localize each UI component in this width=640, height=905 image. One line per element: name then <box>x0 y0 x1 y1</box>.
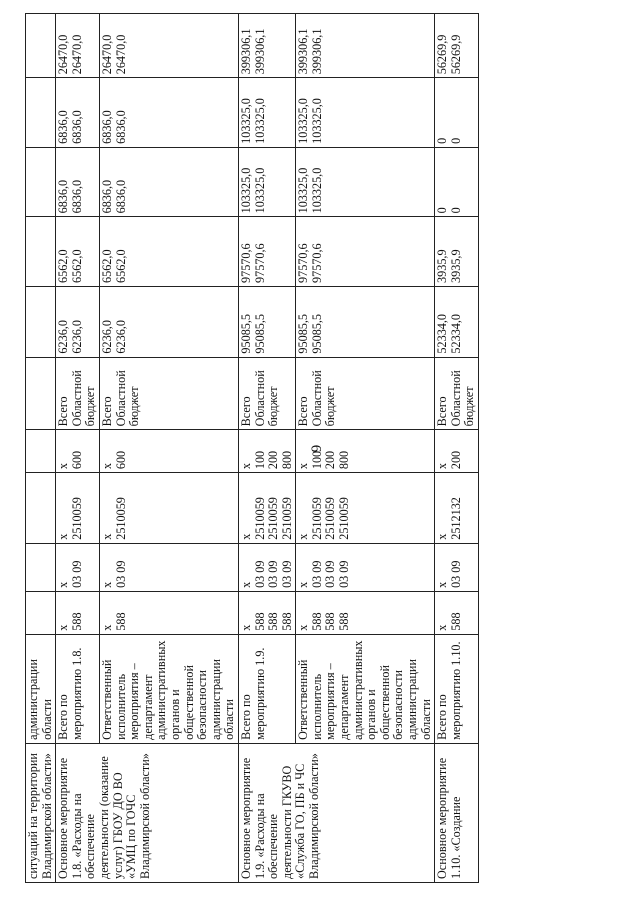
grbs-cell <box>296 591 435 634</box>
rz-cell-line: 03 09 <box>113 560 128 588</box>
csr-cell-line: 2510059 <box>252 497 267 540</box>
total-cell-line: 399306,1 <box>238 28 253 75</box>
year1-cell-line: 6236,0 <box>113 320 128 354</box>
source-cell-line: Всего <box>238 396 253 427</box>
csr-cell-line: 2510059 <box>337 497 352 540</box>
year1-cell <box>56 286 100 357</box>
csr-cell <box>435 473 479 544</box>
source-cell <box>296 357 435 430</box>
grbs-cell <box>99 591 238 634</box>
total-cell-line: 26470,0 <box>113 34 128 75</box>
rz-cell-line: 03 09 <box>279 560 294 588</box>
vr-cell-line: х <box>435 463 450 470</box>
year4-cell-line: 6836,0 <box>69 110 84 144</box>
measure-cell-line: Основное мероприятие 1.8. «Расходы на обеспечение деятельности (оказание услуг) ГБОУ ДО ВО «УМЦ по ГОЧС Владимирской области» <box>56 753 152 879</box>
year1-cell-line: 95085,5 <box>296 313 311 354</box>
csr-cell-line: 2510059 <box>69 497 84 540</box>
rz-cell <box>296 543 435 591</box>
year4-cell <box>99 78 238 148</box>
source-cell-line: Областной бюджет <box>448 370 477 427</box>
year3-cell-line: 6836,0 <box>56 179 71 214</box>
source-cell-line: Всего <box>296 396 311 427</box>
grbs-cell-line: 588 <box>266 612 281 631</box>
year1-cell-line: 52334,0 <box>435 313 450 354</box>
rz-cell <box>435 543 479 591</box>
vr-cell-line: 200 <box>448 450 463 470</box>
table-cell: ситуаций на территории Владимирской области» <box>26 743 56 882</box>
year2-cell <box>56 217 100 287</box>
vr-cell-line: 800 <box>337 450 352 470</box>
csr-cell-line: 2510059 <box>266 497 281 540</box>
year2-cell <box>296 217 435 287</box>
budget-table <box>25 13 479 883</box>
rz-cell-line: х <box>99 581 114 588</box>
source-cell-line: Областной бюджет <box>69 370 98 427</box>
year4-cell-line: 103325,0 <box>309 98 324 144</box>
total-cell <box>99 14 238 78</box>
measure-cell <box>238 743 434 882</box>
year3-cell <box>56 147 100 217</box>
source-cell-line: Всего <box>99 396 114 427</box>
year4-cell-line: 6836,0 <box>56 110 71 144</box>
grbs-cell-line: 588 <box>69 612 84 631</box>
grbs-cell-line: х <box>56 624 71 631</box>
vr-cell-line: 800 <box>279 450 294 470</box>
csr-cell <box>99 473 238 544</box>
year4-cell-line: 0 <box>448 137 463 144</box>
total-cell-line: 56269,9 <box>435 34 450 75</box>
vr-cell-line: х <box>56 463 71 470</box>
grbs-cell-line: х <box>435 624 450 631</box>
grbs-cell-line: 588 <box>323 612 338 631</box>
table-row <box>56 14 100 883</box>
source-cell <box>56 357 100 430</box>
grbs-cell <box>56 591 100 634</box>
total-cell <box>435 14 479 78</box>
rz-cell <box>56 543 100 591</box>
total-cell-line: 26470,0 <box>56 34 71 75</box>
year1-cell <box>238 286 295 357</box>
table-row <box>435 14 479 883</box>
year2-cell-line: 3935,9 <box>435 249 450 283</box>
year2-cell-line: 97570,6 <box>309 243 324 283</box>
executor-cell-line: Ответственный исполнитель мероприятия – департамент административных органов и общественной безопасности администрации области <box>99 640 237 740</box>
source-cell-line: Областной бюджет <box>113 370 142 427</box>
year3-cell-line: 6836,0 <box>113 179 128 214</box>
executor-cell <box>238 634 295 743</box>
vr-cell <box>56 430 100 473</box>
source-cell <box>435 357 479 430</box>
grbs-cell <box>238 591 295 634</box>
year2-cell-line: 97570,6 <box>296 243 311 283</box>
grbs-cell-line: 588 <box>113 612 128 631</box>
source-cell <box>99 357 238 430</box>
year4-cell-line: 103325,0 <box>238 98 253 144</box>
executor-cell <box>56 634 100 743</box>
measure-cell <box>435 743 479 882</box>
csr-cell-line: 2510059 <box>309 497 324 540</box>
year1-cell-line: 6236,0 <box>69 320 84 354</box>
grbs-cell-line: 588 <box>309 612 324 631</box>
rz-cell-line: х <box>56 581 71 588</box>
year1-cell-line: 95085,5 <box>238 313 253 354</box>
grbs-cell-line: 588 <box>252 612 267 631</box>
year2-cell-line: 6562,0 <box>99 249 114 283</box>
csr-cell <box>296 473 435 544</box>
year4-cell <box>296 78 435 148</box>
year4-cell-line: 0 <box>435 137 450 144</box>
executor-cell-line: Всего по мероприятию 1.8. <box>56 647 84 740</box>
year1-cell <box>99 286 238 357</box>
year3-cell-line: 103325,0 <box>296 167 311 214</box>
vr-cell <box>238 430 295 473</box>
year3-cell <box>435 147 479 217</box>
source-cell-line: Всего <box>56 396 71 427</box>
vr-cell <box>99 430 238 473</box>
measure-cell <box>56 743 239 882</box>
source-cell-line: Всего <box>435 396 450 427</box>
year3-cell-line: 6836,0 <box>69 179 84 214</box>
vr-cell-line: 200 <box>266 450 281 470</box>
year2-cell-line: 3935,9 <box>448 249 463 283</box>
total-cell-line: 399306,1 <box>296 28 311 75</box>
year4-cell-line: 6836,0 <box>113 110 128 144</box>
page-number: 6 <box>307 444 324 453</box>
year2-cell <box>99 217 238 287</box>
year2-cell <box>238 217 295 287</box>
csr-cell-line: х <box>238 533 253 540</box>
csr-cell-line: 2510059 <box>323 497 338 540</box>
total-cell-line: 399306,1 <box>309 28 324 75</box>
year1-cell-line: 52334,0 <box>448 313 463 354</box>
grbs-cell-line: 588 <box>448 612 463 631</box>
year3-cell-line: 6836,0 <box>99 179 114 214</box>
grbs-cell-line: 588 <box>337 612 352 631</box>
year3-cell-line: 0 <box>435 207 450 214</box>
vr-cell-line: х <box>238 463 253 470</box>
rz-cell-line: 03 09 <box>309 560 324 588</box>
year3-cell <box>296 147 435 217</box>
year3-cell-line: 103325,0 <box>238 167 253 214</box>
grbs-cell-line: х <box>296 624 311 631</box>
year2-cell-line: 6562,0 <box>113 249 128 283</box>
source-cell-line: Областной бюджет <box>252 370 281 427</box>
csr-cell-line: х <box>56 533 71 540</box>
year2-cell-line: 6562,0 <box>69 249 84 283</box>
rz-cell-line: х <box>435 581 450 588</box>
vr-cell-line: х <box>99 463 114 470</box>
year1-cell <box>435 286 479 357</box>
vr-cell-line: 100 <box>252 450 267 470</box>
year4-cell <box>435 78 479 148</box>
csr-cell-line: 2510059 <box>279 497 294 540</box>
executor-cell-line: Всего по мероприятию 1.9. <box>238 647 267 740</box>
grbs-cell <box>435 591 479 634</box>
measure-cell-line: Основное мероприятие 1.10. «Создание <box>435 757 463 879</box>
year4-cell-line: 103325,0 <box>252 98 267 144</box>
year2-cell <box>435 217 479 287</box>
year3-cell-line: 0 <box>448 207 463 214</box>
grbs-cell-line: х <box>238 624 253 631</box>
rotated-table-wrapper <box>25 13 640 883</box>
rz-cell-line: 03 09 <box>266 560 281 588</box>
total-cell <box>56 14 100 78</box>
csr-cell-line: 2512132 <box>448 497 463 540</box>
year1-cell <box>296 286 435 357</box>
year1-cell-line: 95085,5 <box>309 313 324 354</box>
vr-cell <box>296 430 435 473</box>
executor-cell <box>99 634 238 743</box>
rz-cell-line: 03 09 <box>323 560 338 588</box>
year3-cell <box>238 147 295 217</box>
year1-cell-line: 95085,5 <box>252 313 267 354</box>
total-cell-line: 26470,0 <box>99 34 114 75</box>
total-cell <box>296 14 435 78</box>
total-cell <box>238 14 295 78</box>
total-cell-line: 399306,1 <box>252 28 267 75</box>
year3-cell-line: 103325,0 <box>309 167 324 214</box>
rz-cell-line: 03 09 <box>448 560 463 588</box>
total-cell-line: 56269,9 <box>448 34 463 75</box>
year4-cell <box>238 78 295 148</box>
executor-cell-line: Ответственный исполнитель мероприятия – департамент административных органов и общественной безопасности администрации области <box>296 640 433 740</box>
csr-cell-line: х <box>99 533 114 540</box>
total-cell-line: 26470,0 <box>69 34 84 75</box>
year4-cell <box>56 78 100 148</box>
source-cell <box>238 357 295 430</box>
rz-cell-line: 03 09 <box>69 560 84 588</box>
source-cell-line: Областной бюджет <box>309 370 338 427</box>
year4-cell-line: 6836,0 <box>99 110 114 144</box>
vr-cell-line: 100 <box>309 450 324 470</box>
year2-cell-line: 97570,6 <box>252 243 267 283</box>
year3-cell-line: 103325,0 <box>252 167 267 214</box>
csr-cell-line: х <box>296 533 311 540</box>
rz-cell-line: х <box>238 581 253 588</box>
table-row <box>26 14 56 883</box>
rz-cell <box>99 543 238 591</box>
grbs-cell-line: х <box>99 624 114 631</box>
year1-cell-line: 6236,0 <box>56 320 71 354</box>
rz-cell-line: 03 09 <box>252 560 267 588</box>
vr-cell-line: х <box>296 463 311 470</box>
measure-cell-line: Основное мероприятие 1.9. «Расходы на обеспечение деятельности ГКУВО «Служба ГО, ПБ и ЧС Владимирской области» <box>238 753 321 879</box>
rz-cell <box>238 543 295 591</box>
table-cell: администрации области <box>26 634 56 743</box>
executor-cell <box>435 634 479 743</box>
rz-cell-line: х <box>296 581 311 588</box>
vr-cell-line: 600 <box>69 450 84 470</box>
csr-cell <box>238 473 295 544</box>
executor-cell-line: Всего по мероприятию 1.10. <box>435 641 463 740</box>
grbs-cell-line: 588 <box>279 612 294 631</box>
executor-cell <box>296 634 435 743</box>
year3-cell <box>99 147 238 217</box>
year4-cell-line: 103325,0 <box>296 98 311 144</box>
year2-cell-line: 97570,6 <box>238 243 253 283</box>
csr-cell-line: 2510059 <box>113 497 128 540</box>
year2-cell-line: 6562,0 <box>56 249 71 283</box>
rz-cell-line: 03 09 <box>337 560 352 588</box>
vr-cell <box>435 430 479 473</box>
table-row <box>238 14 295 883</box>
year1-cell-line: 6236,0 <box>99 320 114 354</box>
vr-cell-line: 600 <box>113 450 128 470</box>
vr-cell-line: 200 <box>323 450 338 470</box>
csr-cell-line: х <box>435 533 450 540</box>
csr-cell <box>56 473 100 544</box>
